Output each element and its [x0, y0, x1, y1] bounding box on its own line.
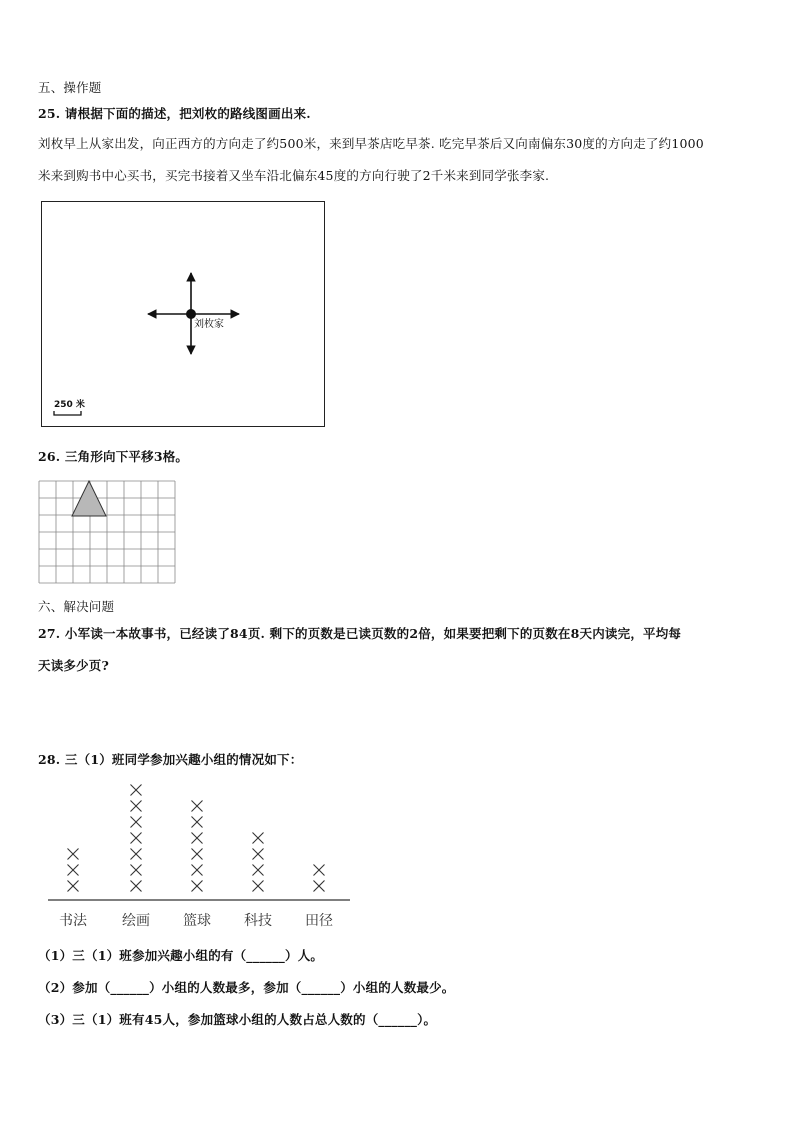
interest-group-pictograph [38, 775, 358, 935]
x-marker [68, 849, 79, 860]
home-label: 刘枚家 [194, 319, 224, 330]
q27-line1: 小军读一本故事书，已经读了84页. 剩下的页数是已读页数的2倍，如果要把剩下的页数在8天内读完，平均每 [64, 626, 682, 641]
route-map [41, 201, 325, 427]
x-marker [253, 849, 264, 860]
q25-text-line1: 刘枚早上从家出发，向正西方的方向走了约500米，来到早茶店吃早茶. 吃完早茶后又向南偏东30度的方向走了约1000 [38, 136, 704, 151]
triangle-shape [72, 481, 106, 516]
q25-text-line2: 米来到购书中心买书，买完书接着又坐车沿北偏东45度的方向行驶了2千米来到同学张李家. [38, 168, 550, 183]
q28-number: 28. [38, 752, 61, 767]
x-marker [192, 801, 203, 812]
x-marker [192, 881, 203, 892]
category-label: 篮球 [183, 913, 211, 929]
section-title-operation: 五、操作题 [38, 80, 102, 95]
q26-prompt: 三角形向下平移3格。 [64, 449, 189, 464]
grid-lines [39, 481, 175, 583]
x-marker [192, 865, 203, 876]
x-marker [192, 817, 203, 828]
category-label: 书法 [59, 913, 87, 929]
home-point [186, 309, 196, 319]
q27-text-line2: 天读多少页? [38, 658, 110, 673]
x-marker [68, 881, 79, 892]
q28-sub3: （3）三（1）班有45人，参加篮球小组的人数占总人数的（______）。 [38, 1012, 437, 1027]
q25-heading [38, 104, 311, 122]
x-marker [131, 817, 142, 828]
x-marker [253, 833, 264, 844]
x-marker [314, 881, 325, 892]
x-marker [131, 785, 142, 796]
translation-grid [38, 480, 178, 586]
x-marker [253, 881, 264, 892]
x-marker [68, 865, 79, 876]
q25-prompt: 请根据下面的描述，把刘枚的路线图画出来. [64, 106, 311, 121]
category-label: 绘画 [122, 913, 150, 929]
x-marker [131, 865, 142, 876]
x-marker [253, 865, 264, 876]
q25-number: 25. [38, 106, 61, 121]
category-label: 田径 [305, 913, 333, 929]
x-marker [131, 881, 142, 892]
x-marker [131, 849, 142, 860]
section-title-problem-solving: 六、解决问题 [38, 599, 115, 614]
category-label: 科技 [244, 913, 272, 929]
x-marker [131, 833, 142, 844]
x-marker [314, 865, 325, 876]
scale-bar [54, 411, 81, 415]
q28-sub1: （1）三（1）班参加兴趣小组的有（______）人。 [38, 948, 324, 963]
x-marker [192, 833, 203, 844]
q27-text-line1 [38, 624, 681, 642]
q28-heading [38, 750, 302, 768]
q26-heading [38, 447, 188, 465]
q28-sub2: （2）参加（______）小组的人数最多，参加（______）小组的人数最少。 [38, 980, 455, 995]
x-marker [131, 801, 142, 812]
x-marker [192, 849, 203, 860]
q28-prompt: 三（1）班同学参加兴趣小组的情况如下： [64, 752, 303, 767]
q27-number: 27. [38, 626, 61, 641]
q26-number: 26. [38, 449, 61, 464]
scale-label: 250 米 [54, 400, 85, 410]
